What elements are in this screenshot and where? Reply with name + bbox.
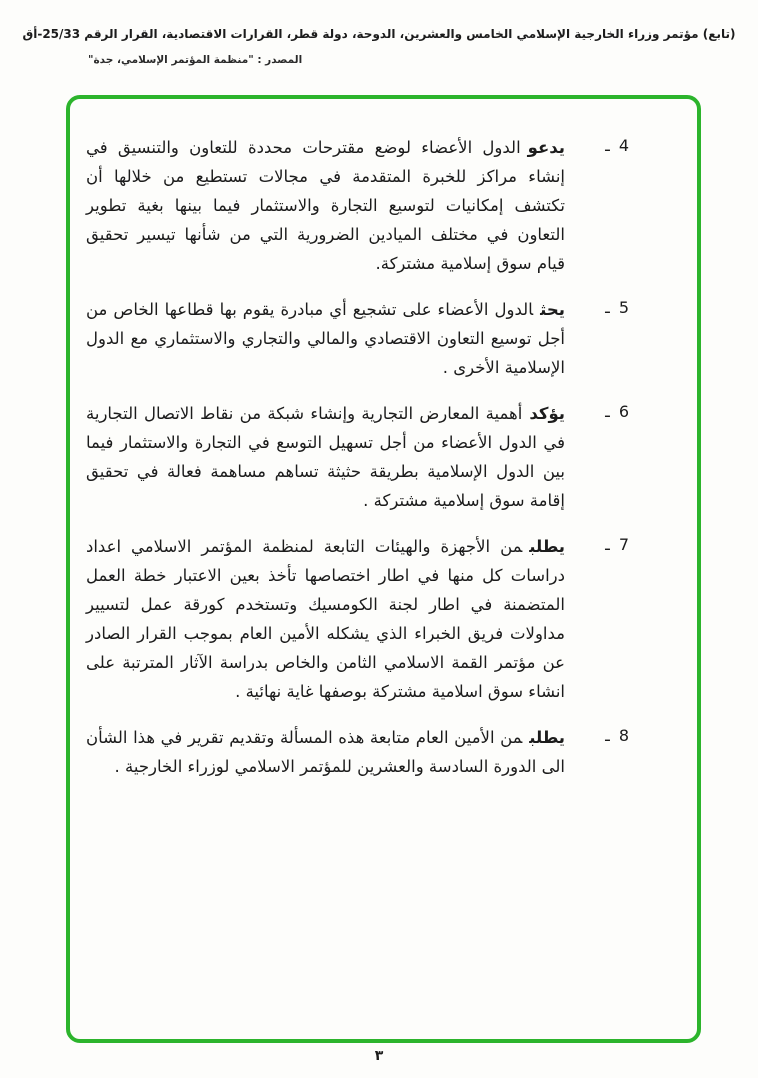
item-body-text: أهمية المعارض التجارية وإنشاء شبكة من نقاط الاتصال التجارية في الدول الأعضاء من أجل تسهيل التوسع في التجارة والاستثمار فيما بين الدول الإسلامية بطريقة حثيثة تساهم مساهمة فعالة في تحقيق إقامة سوق إسلامية مشتركة . <box>86 404 565 510</box>
document-header-title: (تابع) مؤتمر وزراء الخارجية الإسلامي الخامس والعشرين، الدوحة، دولة قطر، القرارات الاقتصادية، القرار الرقم 25/33-أق <box>22 27 736 41</box>
item-number-text: 5 <box>618 298 629 317</box>
item-dash: ـ <box>605 136 610 155</box>
item-text-5 <box>86 295 565 382</box>
item-text-7 <box>86 532 565 706</box>
list-item-7 <box>86 532 629 706</box>
list-item-6 <box>86 399 629 515</box>
item-dash: ـ <box>605 535 610 554</box>
item-text-6 <box>86 399 565 515</box>
item-dash: ـ <box>605 298 610 317</box>
green-border-frame <box>66 95 701 1043</box>
item-number-text: 4 <box>618 136 629 155</box>
page-number: ٣ <box>374 1048 384 1064</box>
item-number-7 <box>579 532 629 706</box>
item-body-text: من الأمين العام متابعة هذه المسألة وتقديم تقرير في هذا الشأن الى الدورة السادسة والعشرين للمؤتمر الاسلامي لوزراء الخارجية . <box>86 728 565 776</box>
item-text-8 <box>86 723 565 781</box>
item-body-text: من الأجهزة والهيئات التابعة لمنظمة المؤتمر الاسلامي اعداد دراسات كل منها في اطار اختصاصها تأخذ بعين الاعتبار خطة العمل المتضمنة في اطار لجنة الكومسيك وتستخدم كورقة عمل لتسيير مداولات فريق الخبراء الذي يشكله الأمين العام بموجب القرار الصادر عن مؤتمر القمة الاسلامي الثامن والخاص بدراسة الآثار المترتبة على انشاء سوق اسلامية مشتركة بوصفها غاية نهائية . <box>86 537 565 701</box>
resolution-clauses <box>70 99 697 781</box>
item-number-text: 7 <box>618 535 629 554</box>
item-lead-word: يطلب <box>529 537 565 556</box>
list-item-5 <box>86 295 629 382</box>
document-source-line: المصدر : "منظمة المؤتمر الإسلامي، جدة" <box>88 54 303 66</box>
item-number-8 <box>579 723 629 781</box>
list-item-4 <box>86 133 629 278</box>
item-lead-word: يحث <box>540 300 565 319</box>
item-dash: ـ <box>605 402 610 421</box>
item-dash: ـ <box>605 726 610 745</box>
item-body-text: الدول الأعضاء لوضع مقترحات محددة للتعاون والتنسيق في إنشاء مراكز للخبرة المتقدمة في مجالات تستطيع من خلالها أن تكتشف إمكانيات لتوسيع التجارة والاستثمار فيما بينها بغية تطوير التعاون في مختلف الميادين الضرورية التي من شأنها تيسير تحقيق قيام سوق إسلامية مشتركة. <box>86 138 565 273</box>
list-item-8 <box>86 723 629 781</box>
item-number-6 <box>579 399 629 515</box>
item-body-text: الدول الأعضاء على تشجيع أي مبادرة يقوم بها قطاعها الخاص من أجل توسيع التعاون الاقتصادي والمالي والتجاري والاستثماري مع الدول الإسلامية الأخرى . <box>86 300 565 377</box>
item-lead-word: يطلب <box>529 728 565 747</box>
item-number-text: 6 <box>618 402 629 421</box>
item-number-text: 8 <box>618 726 629 745</box>
item-lead-word: يؤكد <box>529 404 565 423</box>
item-text-4 <box>86 133 565 278</box>
item-number-5 <box>579 295 629 382</box>
item-number-4 <box>579 133 629 278</box>
item-lead-word: يدعو <box>527 138 565 157</box>
